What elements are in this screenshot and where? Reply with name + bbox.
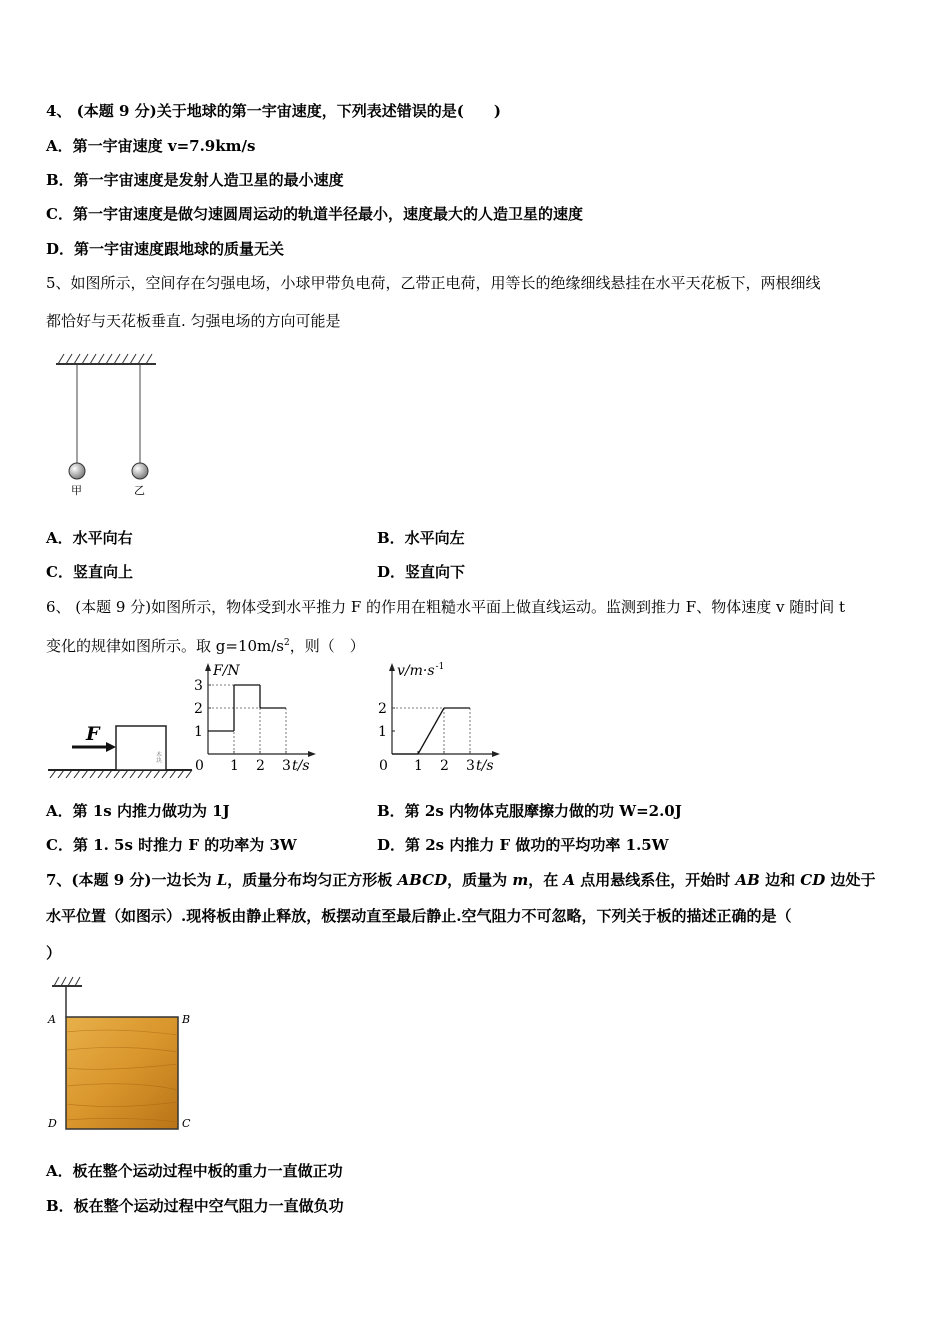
q7-option-b: B．板在整个运动过程中空气阻力一直做负功 [46,1197,344,1215]
q6-option-d: D．第 2s 内推力 F 做功的平均功率 1.5W [377,836,669,854]
force-arrowhead [106,742,116,752]
velocity-chart-series-segment-1 [418,708,444,754]
q4-option-a: A．第一宇宙速度 v=7.9km/s [46,137,256,155]
q6-block-figure [46,716,196,780]
corner-label-a: A [48,1013,56,1026]
force-chart-x-tick-label-2: 2 [256,758,265,774]
square-board [66,1017,178,1129]
q5-option-a: A．水平向右 [46,529,133,547]
velocity-chart-x-tick-label-2: 2 [440,758,449,774]
velocity-chart-y-axis-arrow [389,663,395,671]
velocity-chart-origin-label: 0 [379,758,388,774]
hanger-hatch [52,977,82,986]
q6-option-a: A．第 1s 内推力做功为 1J [46,802,230,820]
q7-stem-line1: 7、(本题 9 分)一边长为 L，质量分布均匀正方形板 ABCD，质量为 m，在 A 点用悬线系住，开始时 AB 边和 CD 边处于 [46,871,876,889]
ball-jia [69,463,85,479]
force-chart-x-axis-arrow [308,751,316,757]
label-yi: 乙 [134,484,145,497]
q5-stem-line1: 5、如图所示，空间存在匀强电场，小球甲带负电荷，乙带正电荷，用等长的绝缘细线悬挂在水平天花板下，两根细线 [46,274,821,292]
force-chart-y-tick-label-1: 1 [194,724,203,740]
velocity-chart-x-tick-label-1: 1 [414,758,423,774]
q7-option-a: A．板在整个运动过程中板的重力一直做正功 [46,1162,343,1180]
q6-stem-line2: 变化的规律如图所示。取 $g=10m/s^2$，则（ ） [46,637,365,655]
q6-option-b: B．第 2s 内物体克服摩擦力做的功 W=2.0J [377,802,682,820]
q5-option-b: B．水平向左 [377,529,465,547]
q5-option-c: C．竖直向上 [46,563,133,581]
velocity-chart-y-axis-label-sup: -1 [435,662,445,672]
q6-velocity-time-chart [368,659,528,779]
q4-option-b: B．第一宇宙速度是发射人造卫星的最小速度 [46,171,344,189]
force-chart-x-tick-label-3: 3 [282,758,291,774]
force-chart-x-tick-label-1: 1 [230,758,239,774]
q4-option-c: C．第一宇宙速度是做匀速圆周运动的轨道半径最小，速度最大的人造卫星的速度 [46,205,583,223]
q4-option-d: D．第一宇宙速度跟地球的质量无关 [46,240,285,258]
q6-force-time-chart [184,659,344,779]
q7-board-figure [44,972,204,1132]
q6-stem-line1: 6、 (本题 9 分)如图所示，物体受到水平推力 F 的作用在粗糙水平面上做直线运动。监测到推力 F、物体速度 v 随时间 t [46,598,846,616]
block-label: 木块 [154,751,162,763]
ball-yi [132,463,148,479]
q6-option-c: C．第 1. 5s 时推力 F 的功率为 3W [46,836,297,854]
wooden-block [116,726,166,770]
force-chart-y-axis-arrow [205,663,211,671]
velocity-chart-x-axis-arrow [492,751,500,757]
q5-pendulum-figure [50,350,170,502]
ceiling-hatch [56,354,156,364]
velocity-chart-x-tick-label-3: 3 [466,758,475,774]
velocity-chart-y-tick-label-1: 1 [378,724,387,740]
q5-stem-line2: 都恰好与天花板垂直. 匀强电场的方向可能是 [46,312,341,330]
force-label: F [86,723,100,745]
corner-label-d: D [48,1117,57,1130]
label-jia: 甲 [71,484,82,497]
q7-stem-line2: 水平位置（如图示）.现将板由静止释放，板摆动直至最后静止.空气阻力不可忽略，下列关于板的描述正确的是（ [46,907,792,925]
q7-stem-line3: ） [46,944,62,962]
force-chart-origin-label: 0 [195,758,204,774]
corner-label-c: C [182,1117,191,1130]
force-chart-y-axis-label: F/N [213,663,240,679]
force-chart-y-tick-label-3: 3 [194,678,203,694]
velocity-chart-y-tick-label-2: 2 [378,701,387,717]
force-chart-y-tick-label-2: 2 [194,701,203,717]
velocity-chart-x-axis-label: t/s [476,758,494,774]
corner-label-b: B [182,1013,191,1026]
q4-stem: 4、 (本题 9 分)关于地球的第一宇宙速度，下列表述错误的是( ) [46,102,501,120]
velocity-chart-y-axis-label: v/m·s [397,663,435,679]
q5-option-d: D．竖直向下 [377,563,466,581]
force-chart-x-axis-label: t/s [292,758,310,774]
